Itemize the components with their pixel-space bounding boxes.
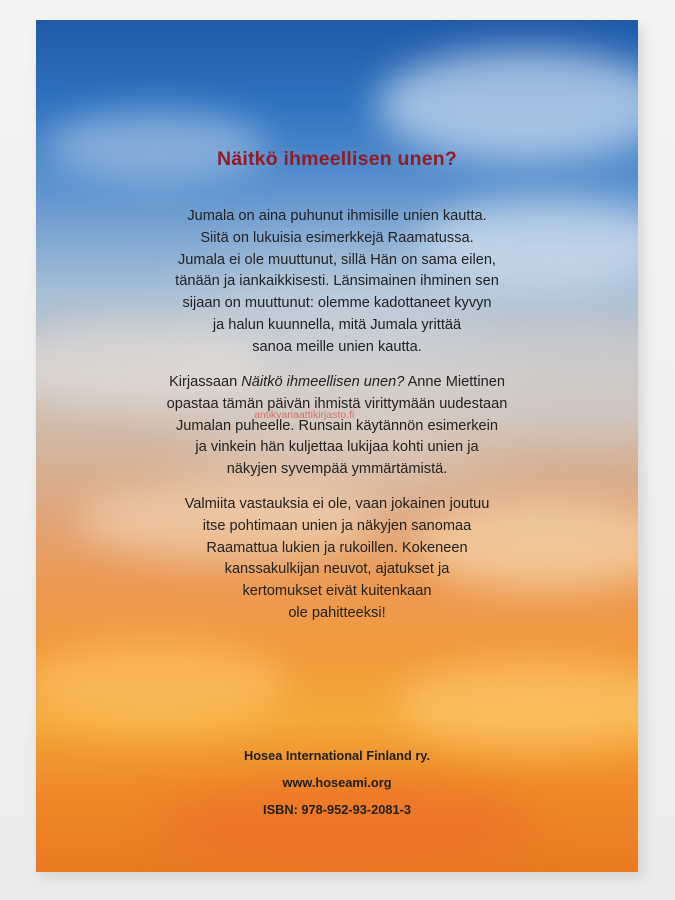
publisher-info bbox=[36, 742, 638, 823]
book-title: Näitkö ihmeellisen unen? bbox=[217, 148, 457, 170]
text-line: kertomukset eivät kuitenkaan bbox=[242, 583, 432, 600]
text-line: kanssakulkijan neuvot, ajatukset ja bbox=[224, 561, 450, 578]
publisher-website: www.hoseami.org bbox=[282, 775, 392, 790]
book-back-cover bbox=[36, 20, 638, 872]
text-line: Siitä on lukuisia esimerkkejä Raamatussa. bbox=[200, 229, 474, 246]
cloud bbox=[376, 50, 638, 160]
cloud bbox=[396, 660, 638, 750]
description-paragraph-3 bbox=[156, 494, 518, 625]
text-line bbox=[156, 372, 518, 394]
text-line: Jumala on aina puhunut ihmisille unien kautta. bbox=[187, 208, 487, 224]
cloud bbox=[36, 640, 286, 730]
text-line: ja halun kuunnella, mitä Jumala yrittää bbox=[212, 316, 462, 333]
text-line: Jumalan puheelle. Runsain käytännön esimerkein bbox=[175, 417, 499, 434]
text-line: Valmiita vastauksia ei ole, vaan jokainen joutuu bbox=[184, 496, 490, 512]
text-line: Jumala ei ole muuttunut, sillä Hän on sama eilen, bbox=[178, 251, 496, 268]
italic-book-title: Näitkö ihmeellisen unen? bbox=[241, 374, 405, 390]
description-paragraph-2 bbox=[156, 372, 518, 481]
text-line: itse pohtimaan unien ja näkyjen sanomaa bbox=[202, 517, 472, 534]
text-line: sanoa meille unien kautta. bbox=[252, 338, 422, 355]
text-line: sijaan on muuttunut: olemme kadottaneet kyvyn bbox=[182, 295, 492, 312]
watermark: antikvariaattikirjasto.fi bbox=[254, 409, 355, 421]
text-line: tänään ja iankaikkisesti. Länsimainen ihminen sen bbox=[175, 273, 499, 290]
text-line: Raamattua lukien ja rukoillen. Kokeneen bbox=[206, 539, 468, 556]
isbn: ISBN: 978-952-93-2081-3 bbox=[263, 802, 411, 817]
text-line: opastaa tämän päivän ihmistä virittymään uudestaan bbox=[166, 395, 508, 412]
publisher-name: Hosea International Finland ry. bbox=[243, 748, 431, 763]
text-segment: Kirjassaan bbox=[169, 374, 242, 390]
description-paragraph-1 bbox=[156, 206, 518, 359]
text-line: ja vinkein hän kuljettaa lukijaa kohti unien ja bbox=[195, 439, 479, 456]
text-segment: Anne Miettinen bbox=[404, 374, 505, 390]
text-line: ole pahitteeksi! bbox=[288, 604, 386, 621]
text-line: näkyjen syvempää ymmärtämistä. bbox=[226, 461, 448, 478]
